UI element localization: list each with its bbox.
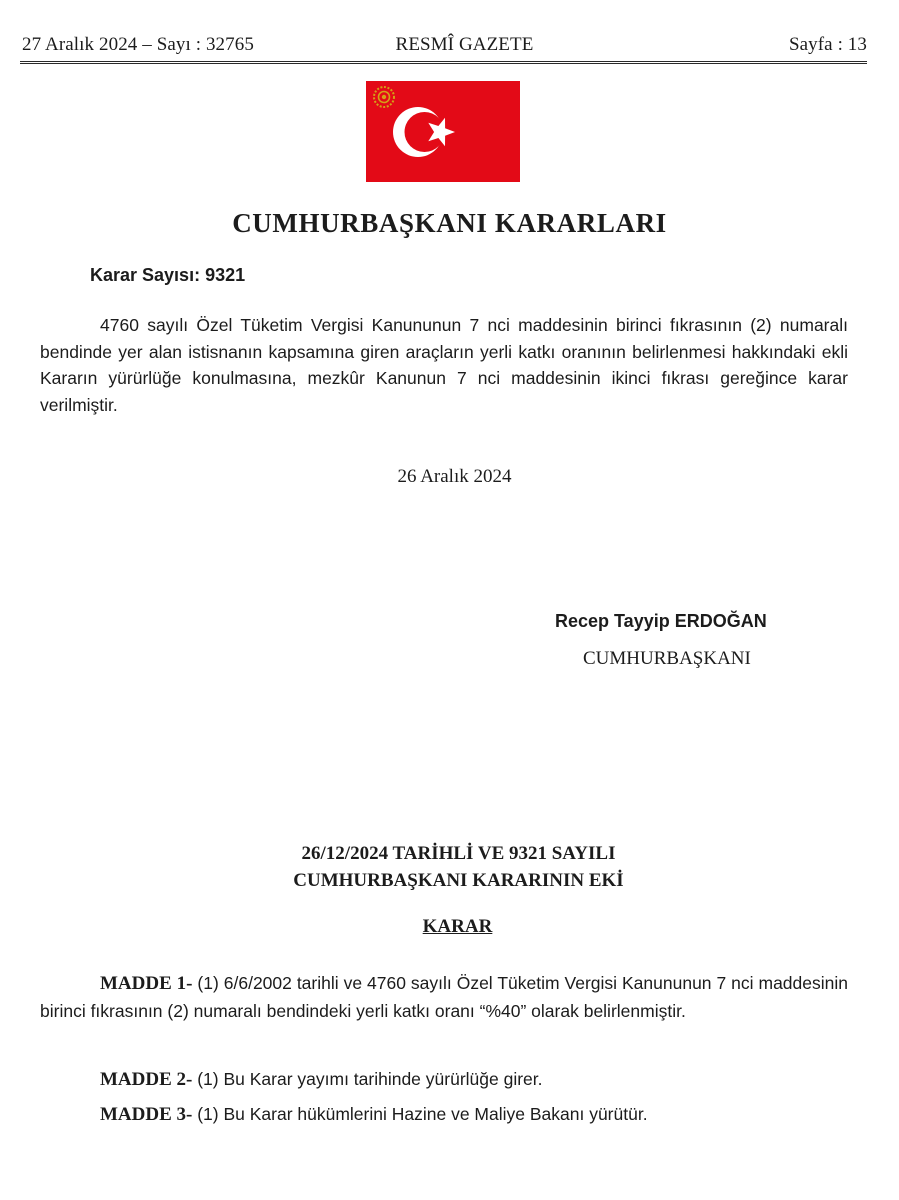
article-1-label: MADDE 1-	[100, 973, 193, 994]
signer-title: CUMHURBAŞKANI	[583, 648, 751, 669]
page-title: CUMHURBAŞKANI KARARLARI	[232, 208, 667, 238]
article-2-text: (1) Bu Karar yayımı tarihinde yürürlüğe girer.	[192, 1069, 543, 1089]
karar-heading: KARAR	[422, 916, 493, 937]
gazette-name: RESMÎ GAZETE	[395, 34, 534, 55]
article-3-text: (1) Bu Karar hükümlerini Hazine ve Maliye Bakanı yürütür.	[192, 1104, 648, 1124]
article-3-label: MADDE 3-	[100, 1104, 193, 1125]
article-1-text: (1) 6/6/2002 tarihli ve 4760 sayılı Özel Tüketim Vergisi Kanununun 7 nci maddesinin birinci fıkrasının (2) numaralı bendindeki yerli katkı oranı “%40” olarak belirlenmiştir.	[40, 973, 848, 1021]
annex-heading-line-1: 26/12/2024 TARİHLİ VE 9321 SAYILI	[301, 843, 616, 864]
article-3	[40, 1101, 848, 1129]
article-2-label: MADDE 2-	[100, 1069, 193, 1090]
decision-date: 26 Aralık 2024	[397, 466, 512, 487]
turkish-flag-icon	[366, 81, 520, 182]
signer-name: Recep Tayyip ERDOĞAN	[555, 611, 767, 631]
article-2	[40, 1066, 848, 1094]
header-divider	[20, 61, 867, 64]
decision-number: Karar Sayısı: 9321	[90, 265, 246, 285]
preamble-text: 4760 sayılı Özel Tüketim Vergisi Kanununun 7 nci maddesinin birinci fıkrasının (2) numaralı bendinde yer alan istisnanın kapsamına giren araçların yerli katkı oranının belirlenmesi hakkındaki ekli Kararın yürürlüğe konulmasına, mezkûr Kanunun 7 nci maddesinin ikinci fıkrası gereğince karar verilmiştir.	[40, 315, 848, 415]
gazette-header	[22, 30, 867, 62]
annex-heading	[0, 840, 899, 894]
issue-date-number: 27 Aralık 2024 – Sayı : 32765	[22, 34, 254, 55]
annex-heading-line-2: CUMHURBAŞKANI KARARININ EKİ	[293, 870, 624, 891]
preamble-paragraph	[40, 312, 848, 418]
page-number: Sayfa : 13	[788, 34, 867, 55]
article-1	[40, 970, 848, 1024]
